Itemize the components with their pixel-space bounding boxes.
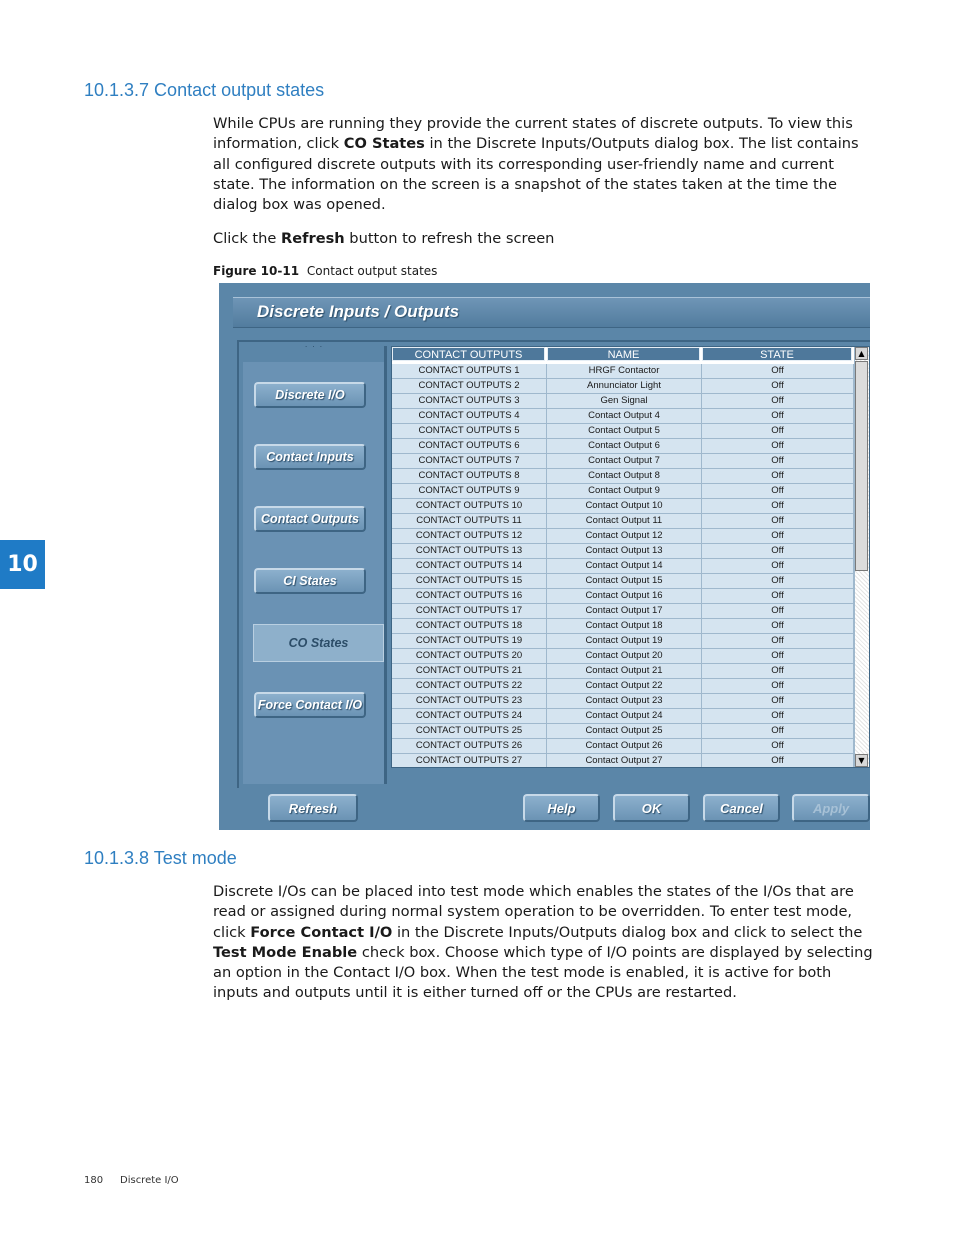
state-cell: Off bbox=[702, 559, 854, 574]
name-cell: Contact Output 16 bbox=[547, 589, 702, 604]
state-cell: Off bbox=[702, 424, 854, 439]
contact-output-cell: CONTACT OUTPUTS 6 bbox=[392, 439, 547, 454]
name-cell: Contact Output 26 bbox=[547, 739, 702, 754]
name-cell: Contact Output 22 bbox=[547, 679, 702, 694]
section-heading-contact-output-states: 10.1.3.7 Contact output states bbox=[84, 80, 325, 100]
table-row[interactable] bbox=[392, 364, 854, 379]
contact-output-cell: CONTACT OUTPUTS 26 bbox=[392, 739, 547, 754]
name-cell: Contact Output 6 bbox=[547, 439, 702, 454]
contact-output-cell: CONTACT OUTPUTS 7 bbox=[392, 454, 547, 469]
figure-caption-text: Contact output states bbox=[306, 264, 438, 278]
contact-output-cell: CONTACT OUTPUTS 22 bbox=[392, 679, 547, 694]
nav-discrete-io-button[interactable]: Discrete I/O bbox=[254, 382, 366, 408]
name-cell: Contact Output 18 bbox=[547, 619, 702, 634]
text-run: Click the bbox=[213, 230, 282, 247]
state-cell: Off bbox=[702, 574, 854, 589]
contact-output-description bbox=[213, 114, 873, 215]
nav-contact-inputs-button[interactable]: Contact Inputs bbox=[254, 444, 366, 470]
table-row[interactable] bbox=[392, 754, 854, 768]
table-row[interactable] bbox=[392, 679, 854, 694]
nav-co-states-button[interactable]: CO States bbox=[253, 624, 384, 662]
figure-label: Figure 10-11 bbox=[213, 264, 300, 278]
column-header-contact-outputs[interactable]: CONTACT OUTPUTS bbox=[392, 347, 545, 361]
table-row[interactable] bbox=[392, 499, 854, 514]
table-row[interactable] bbox=[392, 739, 854, 754]
name-cell: Contact Output 21 bbox=[547, 664, 702, 679]
state-cell: Off bbox=[702, 634, 854, 649]
state-cell: Off bbox=[702, 589, 854, 604]
table-row[interactable] bbox=[392, 439, 854, 454]
contact-output-cell: CONTACT OUTPUTS 23 bbox=[392, 694, 547, 709]
contact-output-cell: CONTACT OUTPUTS 21 bbox=[392, 664, 547, 679]
name-cell: Contact Output 9 bbox=[547, 484, 702, 499]
nav-ci-states-button[interactable]: CI States bbox=[254, 568, 366, 594]
table-body bbox=[392, 364, 854, 768]
contact-outputs-table bbox=[391, 346, 870, 768]
page-number: 180 bbox=[84, 1175, 104, 1186]
name-cell: Contact Output 7 bbox=[547, 454, 702, 469]
text-run: While CPUs are running they provide the current states of discrete outputs. To view this information, click bbox=[213, 115, 853, 153]
table-row[interactable] bbox=[392, 649, 854, 664]
text-run: in the Discrete Inputs/Outputs dialog box. The list contains all configured discrete outputs with its corresponding user-friendly name and current state. The information on the screen is a snapshot of the states taken at the time the dialog box was opened. bbox=[213, 135, 859, 214]
name-cell: Contact Output 23 bbox=[547, 694, 702, 709]
name-cell: Contact Output 27 bbox=[547, 754, 702, 768]
contact-output-cell: CONTACT OUTPUTS 20 bbox=[392, 649, 547, 664]
table-scrollbar[interactable] bbox=[854, 347, 869, 767]
contact-output-cell: CONTACT OUTPUTS 14 bbox=[392, 559, 547, 574]
contact-output-cell: CONTACT OUTPUTS 13 bbox=[392, 544, 547, 559]
table-row[interactable] bbox=[392, 454, 854, 469]
table-row[interactable] bbox=[392, 619, 854, 634]
name-cell: Contact Output 10 bbox=[547, 499, 702, 514]
name-cell: Contact Output 20 bbox=[547, 649, 702, 664]
table-row[interactable] bbox=[392, 394, 854, 409]
table-row[interactable] bbox=[392, 694, 854, 709]
name-cell: Contact Output 11 bbox=[547, 514, 702, 529]
contact-output-cell: CONTACT OUTPUTS 11 bbox=[392, 514, 547, 529]
name-cell: Gen Signal bbox=[547, 394, 702, 409]
section-heading-test-mode: 10.1.3.8 Test mode bbox=[84, 848, 237, 868]
state-cell: Off bbox=[702, 694, 854, 709]
state-cell: Off bbox=[702, 409, 854, 424]
contact-output-cell: CONTACT OUTPUTS 19 bbox=[392, 634, 547, 649]
state-cell: Off bbox=[702, 484, 854, 499]
table-row[interactable] bbox=[392, 484, 854, 499]
help-button[interactable]: Help bbox=[523, 794, 600, 822]
table-row[interactable] bbox=[392, 724, 854, 739]
state-cell: Off bbox=[702, 499, 854, 514]
state-cell: Off bbox=[702, 379, 854, 394]
bold-term: Test Mode Enable bbox=[213, 943, 358, 961]
state-cell: Off bbox=[702, 439, 854, 454]
name-cell: Contact Output 13 bbox=[547, 544, 702, 559]
contact-output-cell: CONTACT OUTPUTS 10 bbox=[392, 499, 547, 514]
test-mode-description bbox=[213, 882, 873, 1004]
footer-chapter-title: Discrete I/O bbox=[120, 1175, 179, 1186]
table-row[interactable] bbox=[392, 469, 854, 484]
refresh-instruction bbox=[213, 229, 873, 249]
scroll-up-arrow-icon[interactable]: ▲ bbox=[855, 347, 868, 360]
table-row[interactable] bbox=[392, 529, 854, 544]
nav-header: ˙ ˙ ˙ bbox=[243, 346, 384, 362]
cancel-button[interactable]: Cancel bbox=[703, 794, 780, 822]
name-cell: Contact Output 5 bbox=[547, 424, 702, 439]
nav-contact-outputs-button[interactable]: Contact Outputs bbox=[254, 506, 366, 532]
name-cell: Contact Output 15 bbox=[547, 574, 702, 589]
table-row[interactable] bbox=[392, 544, 854, 559]
contact-output-cell: CONTACT OUTPUTS 15 bbox=[392, 574, 547, 589]
contact-output-cell: CONTACT OUTPUTS 18 bbox=[392, 619, 547, 634]
table-row[interactable] bbox=[392, 709, 854, 724]
table-row[interactable] bbox=[392, 589, 854, 604]
state-cell: Off bbox=[702, 469, 854, 484]
text-run: in the Discrete Inputs/Outputs dialog box and click to select the bbox=[392, 923, 863, 941]
state-cell: Off bbox=[702, 754, 854, 768]
state-cell: Off bbox=[702, 394, 854, 409]
column-header-name[interactable]: NAME bbox=[547, 347, 700, 361]
table-row[interactable] bbox=[392, 664, 854, 679]
table-row[interactable] bbox=[392, 514, 854, 529]
name-cell: Contact Output 24 bbox=[547, 709, 702, 724]
dialog-title-bar bbox=[233, 297, 870, 328]
contact-output-cell: CONTACT OUTPUTS 8 bbox=[392, 469, 547, 484]
table-row[interactable] bbox=[392, 409, 854, 424]
figure-caption bbox=[213, 264, 437, 278]
contact-output-cell: CONTACT OUTPUTS 24 bbox=[392, 709, 547, 724]
text-run: button to refresh the screen bbox=[344, 230, 555, 247]
scroll-thumb[interactable] bbox=[855, 361, 868, 571]
name-cell: Contact Output 14 bbox=[547, 559, 702, 574]
state-cell: Off bbox=[702, 529, 854, 544]
contact-output-cell: CONTACT OUTPUTS 2 bbox=[392, 379, 547, 394]
nav-force-contact-io-button[interactable]: Force Contact I/O bbox=[254, 692, 366, 718]
dialog-panel bbox=[237, 340, 870, 788]
state-cell: Off bbox=[702, 619, 854, 634]
state-cell: Off bbox=[702, 724, 854, 739]
state-cell: Off bbox=[702, 679, 854, 694]
name-cell: Contact Output 17 bbox=[547, 604, 702, 619]
table-row[interactable] bbox=[392, 604, 854, 619]
name-cell: Contact Output 12 bbox=[547, 529, 702, 544]
state-cell: Off bbox=[702, 454, 854, 469]
column-header-state[interactable]: STATE bbox=[702, 347, 852, 361]
state-cell: Off bbox=[702, 649, 854, 664]
contact-output-cell: CONTACT OUTPUTS 3 bbox=[392, 394, 547, 409]
text-run: Discrete I/Os can be placed into test mode which enables the states of the I/Os that are read or assigned during normal system operation to be overridden. To enter test mode, click bbox=[213, 883, 854, 941]
name-cell: Contact Output 19 bbox=[547, 634, 702, 649]
contact-output-cell: CONTACT OUTPUTS 12 bbox=[392, 529, 547, 544]
contact-output-cell: CONTACT OUTPUTS 5 bbox=[392, 424, 547, 439]
bold-term: Force Contact I/O bbox=[250, 923, 393, 941]
state-cell: Off bbox=[702, 514, 854, 529]
state-cell: Off bbox=[702, 364, 854, 379]
refresh-button[interactable]: Refresh bbox=[268, 794, 358, 822]
contact-output-cell: CONTACT OUTPUTS 4 bbox=[392, 409, 547, 424]
name-cell: Contact Output 8 bbox=[547, 469, 702, 484]
table-row[interactable] bbox=[392, 559, 854, 574]
name-cell: Annunciator Light bbox=[547, 379, 702, 394]
state-cell: Off bbox=[702, 664, 854, 679]
name-cell: HRGF Contactor bbox=[547, 364, 702, 379]
contact-output-cell: CONTACT OUTPUTS 9 bbox=[392, 484, 547, 499]
contact-output-cell: CONTACT OUTPUTS 27 bbox=[392, 754, 547, 768]
chapter-tab: 10 bbox=[0, 540, 45, 589]
scroll-down-arrow-icon[interactable]: ▼ bbox=[855, 754, 868, 767]
state-cell: Off bbox=[702, 709, 854, 724]
name-cell: Contact Output 4 bbox=[547, 409, 702, 424]
nav-sidebar bbox=[243, 346, 387, 784]
dialog-title: Discrete Inputs / Outputs bbox=[257, 302, 460, 321]
table-row[interactable] bbox=[392, 574, 854, 589]
contact-output-cell: CONTACT OUTPUTS 16 bbox=[392, 589, 547, 604]
table-row[interactable] bbox=[392, 379, 854, 394]
table-header bbox=[392, 347, 854, 362]
bold-term: Refresh bbox=[281, 230, 345, 247]
apply-button[interactable]: Apply bbox=[792, 794, 870, 822]
table-row[interactable] bbox=[392, 424, 854, 439]
bold-term: CO States bbox=[343, 135, 425, 153]
contact-output-cell: CONTACT OUTPUTS 1 bbox=[392, 364, 547, 379]
contact-output-cell: CONTACT OUTPUTS 25 bbox=[392, 724, 547, 739]
state-cell: Off bbox=[702, 604, 854, 619]
contact-output-cell: CONTACT OUTPUTS 17 bbox=[392, 604, 547, 619]
table-row[interactable] bbox=[392, 634, 854, 649]
name-cell: Contact Output 25 bbox=[547, 724, 702, 739]
text-run: check box. Choose which type of I/O points are displayed by selecting an option in the Contact I/O box. When the test mode is enabled, it is active for both inputs and outputs until it is either turned off or the CPUs are restarted. bbox=[213, 943, 873, 1002]
state-cell: Off bbox=[702, 739, 854, 754]
state-cell: Off bbox=[702, 544, 854, 559]
ok-button[interactable]: OK bbox=[613, 794, 690, 822]
discrete-io-dialog bbox=[219, 283, 870, 830]
